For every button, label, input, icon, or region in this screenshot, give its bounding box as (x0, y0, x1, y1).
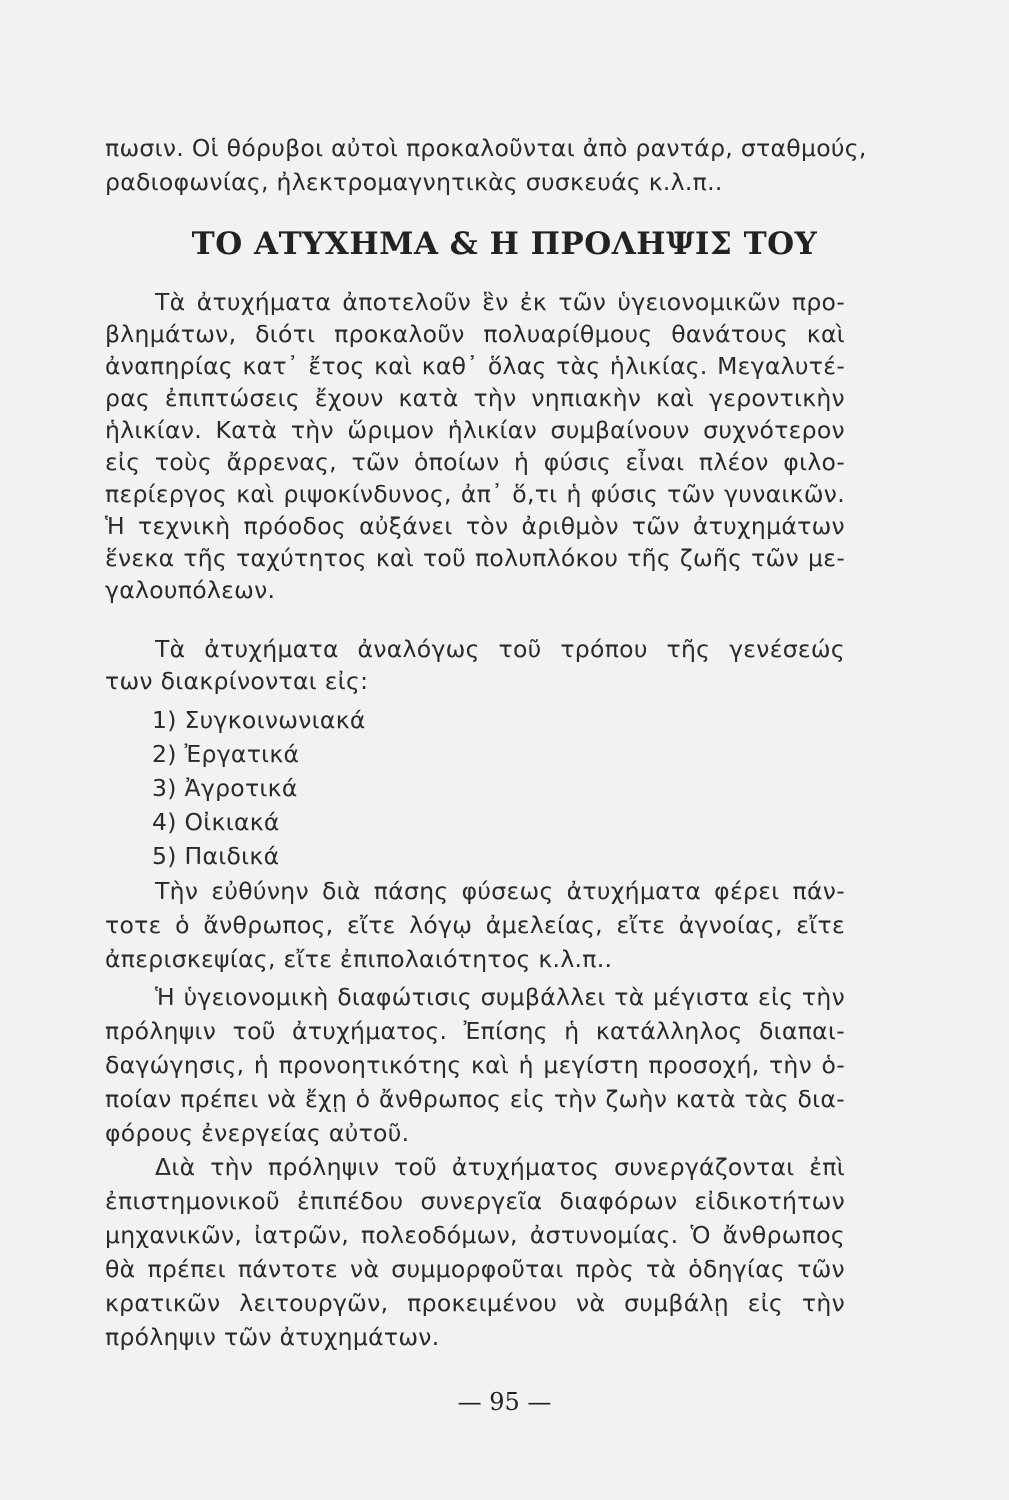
text-line: εἰς τοὺς ἄρρενας, τῶν ὁποίων ἡ φύσις εἶναι πλέον φιλο- (105, 448, 845, 476)
text-line: κρατικῶν λειτουργῶν, προκειμένου νὰ συμβάλῃ εἰς τὴν (105, 1289, 845, 1317)
text-line: Ἡ τεχνικὴ πρόοδος αὐξάνει τὸν ἀριθμὸν τῶν ἀτυχημάτων (105, 512, 845, 540)
list-item: 4) Οἰκιακά (152, 808, 280, 836)
text-line: Τὰ ἀτυχήματα ἀναλόγως τοῦ τρόπου τῆς γενέσεώς (155, 635, 845, 663)
text-line: πωσιν. Οἱ θόρυβοι αὐτοὶ προκαλοῦνται ἀπὸ ραντάρ, σταθμούς, (105, 134, 867, 162)
text-line: των διακρίνονται εἰς: (105, 667, 369, 695)
text-line: πρόληψιν τῶν ἀτυχημάτων. (105, 1323, 440, 1351)
text-line: δαγώγησις, ἡ προνοητικότης καὶ ἡ μεγίστη προσοχή, τὴν ὁ- (105, 1051, 845, 1079)
text-line: ραδιοφωνίας, ἠλεκτρομαγνητικὰς συσκευάς κ.λ.π.. (105, 168, 723, 196)
text-line: ἕνεκα τῆς ταχύτητος καὶ τοῦ πολυπλόκου τῆς ζωῆς τῶν με- (105, 544, 845, 572)
section-heading: ΤΟ ΑΤΥΧΗΜΑ & Η ΠΡΟΛΗΨΙΣ ΤΟΥ (191, 226, 818, 262)
text-line: θὰ πρέπει πάντοτε νὰ συμμορφοῦται πρὸς τὰ ὁδηγίας τῶν (105, 1255, 845, 1283)
text-line: μηχανικῶν, ἰατρῶν, πολεοδόμων, ἀστυνομίας. Ὁ ἄνθρωπος (105, 1221, 845, 1249)
text-line: Διὰ τὴν πρόληψιν τοῦ ἀτυχήματος συνεργάζονται ἐπὶ (155, 1153, 845, 1181)
text-line: ἐπιστημονικοῦ ἐπιπέδου συνεργεῖα διαφόρων εἰδικοτήτων (105, 1187, 845, 1215)
list-item: 3) Ἀγροτικά (152, 774, 298, 802)
list-item: 1) Συγκοινωνιακά (152, 706, 366, 734)
text-line: ποίαν πρέπει νὰ ἔχῃ ὁ ἄνθρωπος εἰς τὴν ζωὴν κατὰ τὰς δια- (105, 1085, 845, 1113)
text-line: περίεργος καὶ ριψοκίνδυνος, ἀπ᾽ ὅ,τι ἡ φύσις τῶν γυναικῶν. (105, 480, 845, 508)
text-line: ἀπερισκεψίας, εἴτε ἐπιπολαιότητος κ.λ.π.. (105, 945, 613, 973)
text-line: Ἡ ὑγειονομικὴ διαφώτισις συμβάλλει τὰ μέγιστα εἰς τὴν (155, 983, 845, 1011)
text-line: πρόληψιν τοῦ ἀτυχήματος. Ἐπίσης ἡ κατάλληλος διαπαι- (105, 1017, 845, 1045)
page-number: — 95 — (457, 1388, 552, 1416)
text-line: γαλουπόλεων. (105, 576, 276, 604)
list-item: 5) Παιδικά (152, 842, 280, 870)
text-line: ἀναπηρίας κατ᾽ ἔτος καὶ καθ᾽ ὅλας τὰς ἡλικίας. Μεγαλυτέ- (105, 352, 845, 380)
text-line: βλημάτων, διότι προκαλοῦν πολυαρίθμους θανάτους καὶ (105, 320, 845, 348)
text-line: ἡλικίαν. Κατὰ τὴν ὥριμον ἡλικίαν συμβαίνουν συχνότερον (105, 416, 845, 444)
list-item: 2) Ἐργατικά (152, 740, 300, 768)
text-line: Τὴν εὐθύνην διὰ πάσης φύσεως ἀτυχήματα φέρει πάν- (155, 877, 845, 905)
text-line: τοτε ὁ ἄνθρωπος, εἴτε λόγῳ ἀμελείας, εἴτε ἀγνοίας, εἴτε (105, 911, 845, 939)
text-line: Τὰ ἀτυχήματα ἀποτελοῦν ἓν ἐκ τῶν ὑγειονομικῶν προ- (155, 288, 845, 316)
text-line: φόρους ἐνεργείας αὐτοῦ. (105, 1119, 410, 1147)
text-line: ρας ἐπιπτώσεις ἔχουν κατὰ τὴν νηπιακὴν καὶ γεροντικὴν (105, 384, 845, 412)
